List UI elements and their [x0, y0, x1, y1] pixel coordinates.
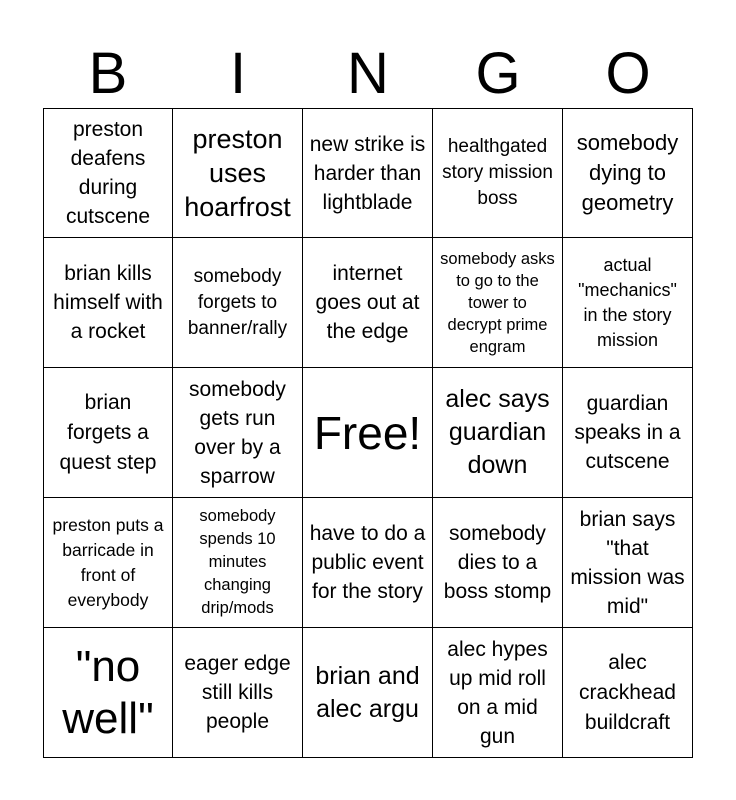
bingo-cell[interactable]	[173, 238, 303, 368]
bingo-cell-text: somebody gets run over by a sparrow	[189, 377, 286, 488]
header-letter-n: N	[347, 41, 389, 106]
bingo-cell[interactable]	[433, 498, 563, 628]
bingo-cell-text: guardian speaks in a cutscene	[574, 392, 681, 473]
bingo-cell-text: somebody dies to a boss stomp	[443, 522, 552, 603]
bingo-cell[interactable]	[563, 368, 693, 498]
bingo-header	[43, 40, 693, 108]
bingo-cell-text: preston deafens during cutscene	[65, 118, 151, 228]
header-letter-i: I	[229, 41, 247, 106]
bingo-cell-text: somebody asks to go to the tower to decrypt prime engram	[440, 249, 555, 356]
bingo-cell-text: have to do a public event for the story	[309, 522, 426, 603]
bingo-cell[interactable]	[433, 368, 563, 498]
bingo-cell-text: new strike is harder than lightblade	[309, 132, 426, 214]
bingo-cell-text: somebody dying to geometry	[576, 130, 679, 215]
bingo-cell[interactable]	[563, 498, 693, 628]
bingo-cell[interactable]	[43, 238, 173, 368]
bingo-cell[interactable]	[563, 628, 693, 758]
bingo-cell-text: brian says "that mission was mid"	[570, 507, 685, 618]
bingo-cell[interactable]	[433, 108, 563, 238]
bingo-cell[interactable]	[433, 238, 563, 368]
bingo-cell[interactable]	[43, 368, 173, 498]
bingo-cell[interactable]	[43, 108, 173, 238]
bingo-cell-text: preston puts a barricade in front of everybody	[52, 514, 164, 610]
free-space-cell[interactable]	[303, 368, 433, 498]
bingo-cell-text: Free!	[313, 406, 422, 459]
bingo-cell-text: healthgated story mission boss	[442, 136, 553, 209]
bingo-cell[interactable]	[433, 628, 563, 758]
bingo-cell[interactable]	[563, 108, 693, 238]
bingo-cell-text: alec crackhead buildcraft	[579, 650, 676, 734]
header-letter-g: G	[475, 41, 521, 106]
header-letter-o: O	[605, 41, 651, 106]
bingo-cell-text: actual "mechanics" in the story mission	[578, 254, 677, 350]
bingo-cell[interactable]	[303, 108, 433, 238]
bingo-cell[interactable]	[173, 498, 303, 628]
bingo-cell[interactable]	[563, 238, 693, 368]
bingo-cell-text: alec hypes up mid roll on a mid gun	[447, 637, 548, 748]
bingo-cell-text: internet goes out at the edge	[315, 262, 420, 343]
bingo-card-grid	[43, 108, 693, 758]
bingo-cell[interactable]	[303, 628, 433, 758]
bingo-cell[interactable]	[43, 498, 173, 628]
bingo-cell[interactable]	[173, 108, 303, 238]
bingo-cell-text: brian kills himself with a rocket	[53, 262, 163, 343]
bingo-cell-text: brian and alec argu	[315, 661, 420, 723]
bingo-cell[interactable]	[43, 628, 173, 758]
bingo-cell[interactable]	[173, 368, 303, 498]
bingo-cell-text: somebody spends 10 minutes changing drip/mods	[199, 507, 276, 617]
bingo-cell-text: eager edge still kills people	[184, 652, 291, 733]
bingo-cell-text: "no well"	[62, 641, 154, 743]
bingo-cell[interactable]	[303, 498, 433, 628]
bingo-cell-text: somebody forgets to banner/rally	[187, 265, 288, 339]
header-letter-b: B	[88, 41, 128, 106]
bingo-cell-text: preston uses hoarfrost	[184, 124, 291, 222]
bingo-cell-text: alec says guardian down	[445, 385, 550, 479]
bingo-cell[interactable]	[303, 238, 433, 368]
bingo-cell[interactable]	[173, 628, 303, 758]
bingo-cell-text: brian forgets a quest step	[59, 390, 157, 474]
